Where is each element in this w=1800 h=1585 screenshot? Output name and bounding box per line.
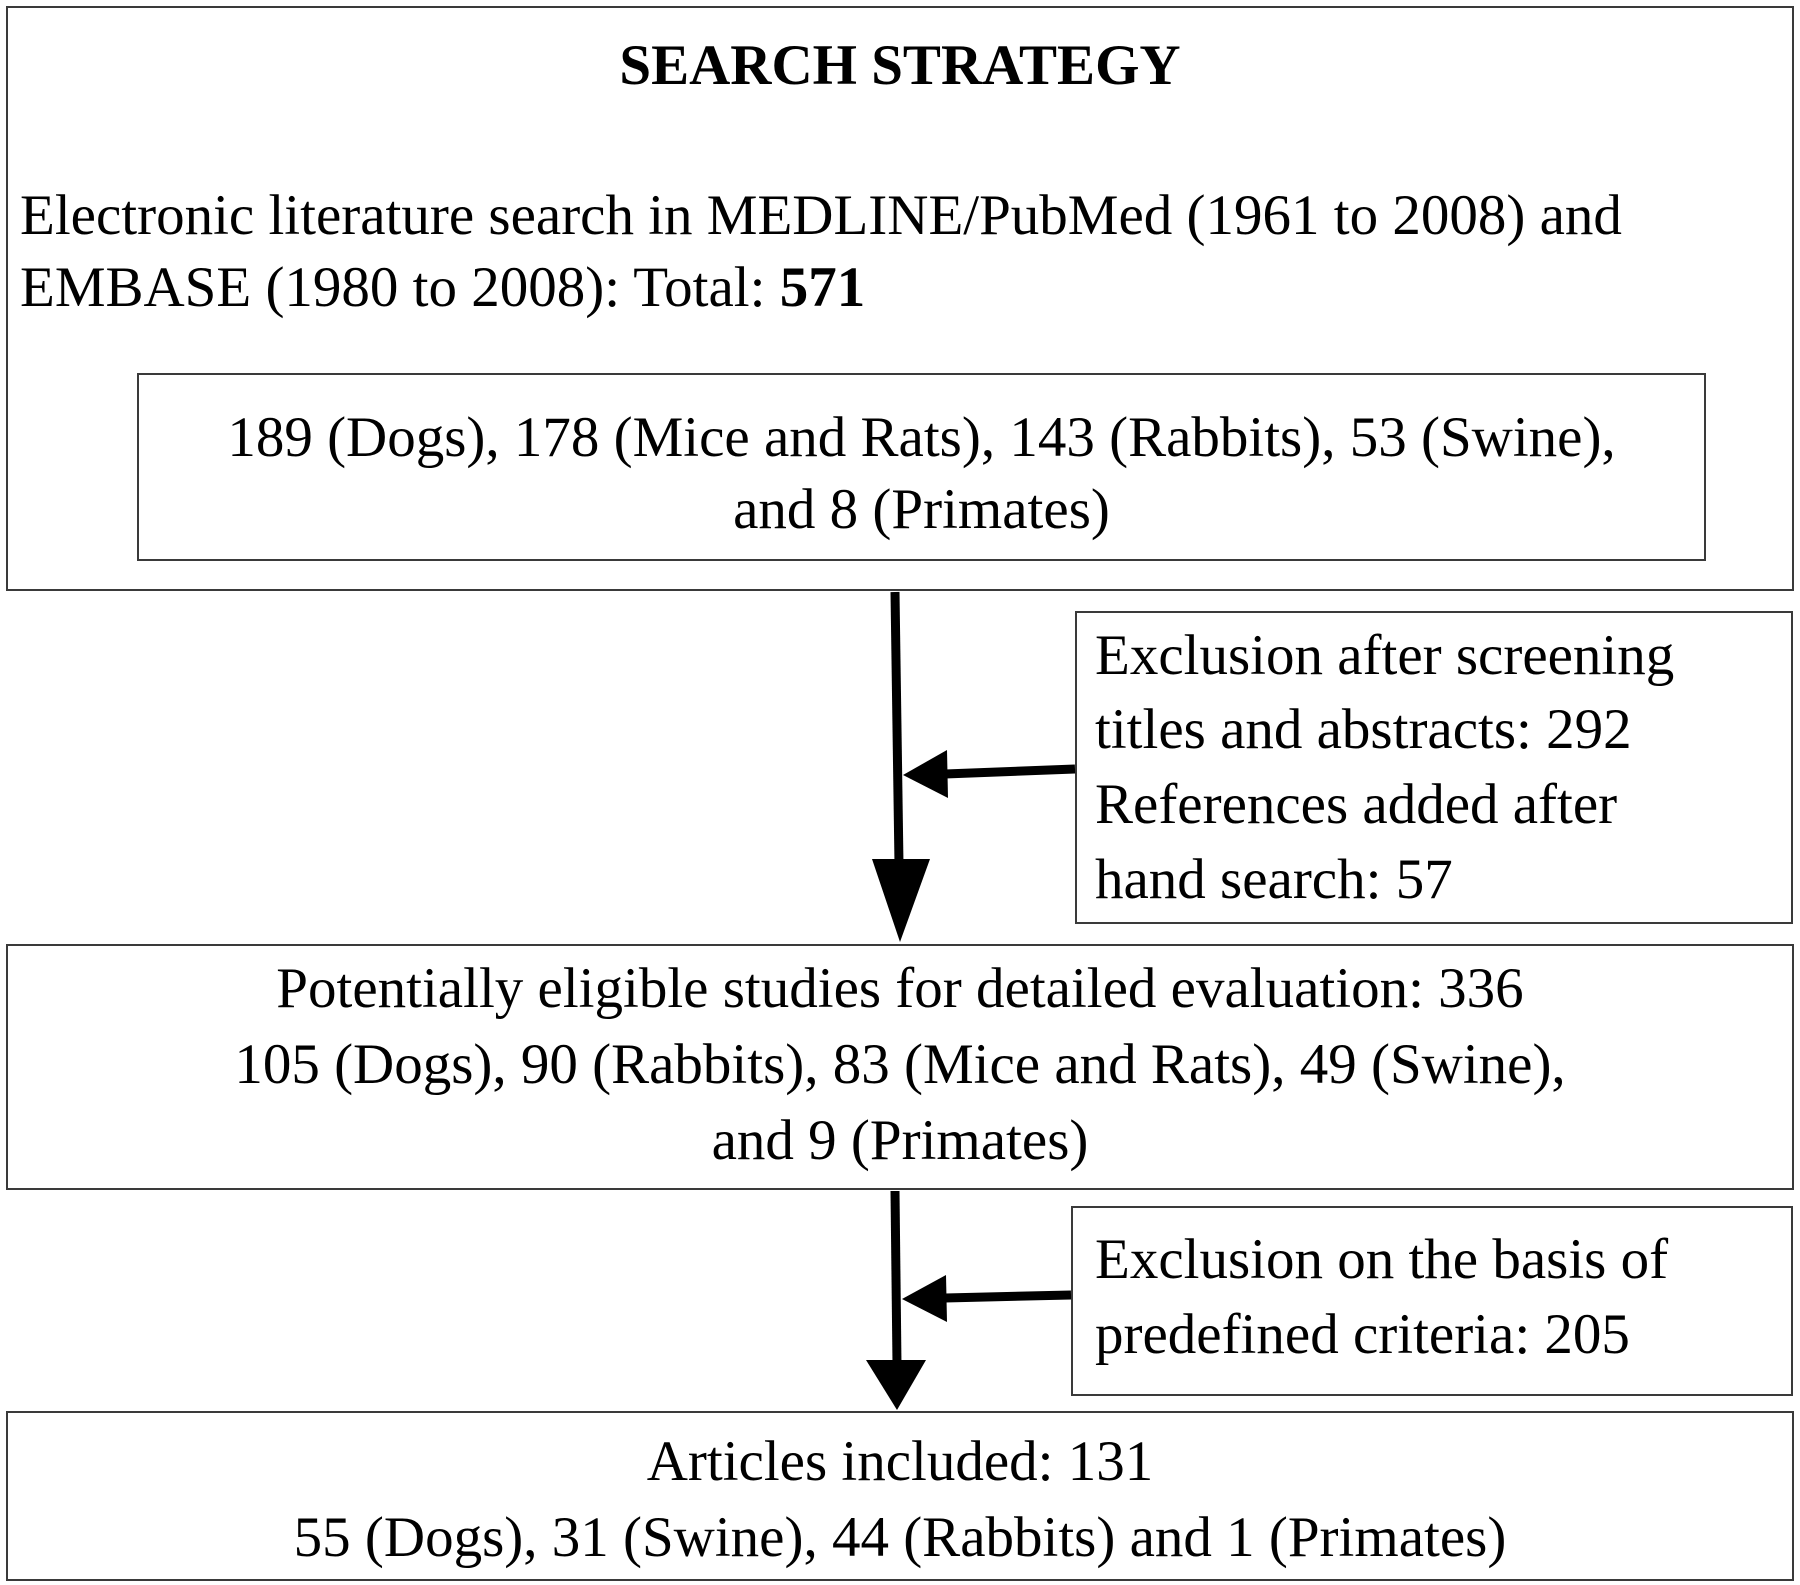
criteria-exclusion-line1: Exclusion on the basis of — [1095, 1228, 1669, 1291]
arrow-from-criteria-exclusion — [902, 1275, 1071, 1322]
search-breakdown-line1: 189 (Dogs), 178 (Mice and Rats), 143 (Rabbits), 53 (Swine), — [227, 406, 1616, 469]
search-description-prefix: EMBASE (1980 to 2008): Total: — [20, 256, 780, 319]
eligible-studies-line1: Potentially eligible studies for detailed evaluation: 336 — [276, 957, 1524, 1020]
search-description-line2 — [20, 252, 865, 324]
screening-exclusion-line3: References added after — [1095, 773, 1618, 836]
search-description-line1: Electronic literature search in MEDLINE/PubMed (1961 to 2008) and — [20, 184, 1622, 247]
screening-exclusion-line4: hand search: 57 — [1095, 848, 1453, 911]
arrow-from-screening-exclusion — [903, 750, 1075, 798]
arrow-to-eligible-studies — [872, 592, 930, 942]
criteria-exclusion-line2: predefined criteria: 205 — [1095, 1303, 1630, 1366]
screening-exclusion-line2: titles and abstracts: 292 — [1095, 698, 1632, 761]
search-total: 571 — [779, 256, 866, 319]
search-strategy-title: SEARCH STRATEGY — [619, 34, 1181, 97]
articles-included-line2: 55 (Dogs), 31 (Swine), 44 (Rabbits) and 1 (Primates) — [293, 1506, 1507, 1569]
arrow-to-articles-included — [866, 1191, 926, 1410]
screening-exclusion-line1: Exclusion after screening — [1095, 624, 1675, 687]
search-breakdown-line2: and 8 (Primates) — [733, 478, 1110, 541]
articles-included-line1: Articles included: 131 — [646, 1430, 1154, 1493]
eligible-studies-line3: and 9 (Primates) — [711, 1109, 1089, 1172]
eligible-studies-line2: 105 (Dogs), 90 (Rabbits), 83 (Mice and Rats), 49 (Swine), — [234, 1033, 1566, 1096]
